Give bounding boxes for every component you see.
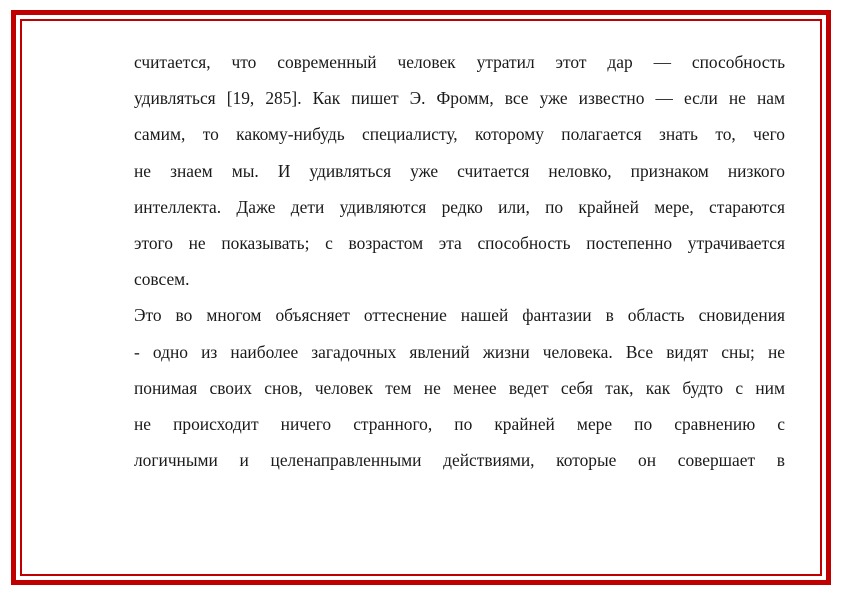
text-line: удивляться [19, 285]. Как пишет Э. Фромм, все уже известно — если не нам	[134, 88, 785, 109]
slide-text	[134, 44, 785, 478]
text-line: интеллекта. Даже дети удивляются редко или, по крайней мере, стараются	[134, 196, 785, 217]
text-line: считается, что современный человек утратил этот дар — способность	[134, 52, 785, 72]
text-line: этого не показывать; с возрастом эта способность постепенно утрачивается	[134, 232, 785, 253]
text-line: понимая своих снов, человек тем не менее ведет себя так, как будто с ним	[134, 377, 785, 398]
paragraph-1	[134, 44, 785, 297]
text-line: - одно из наиболее загадочных явлений жизни человека. Все видят сны; не	[134, 341, 785, 362]
text-line: самим, то какому-нибудь специалисту, которому полагается знать то, чего	[134, 124, 785, 145]
text-line: совсем.	[134, 269, 190, 290]
text-line: не происходит ничего странного, по крайней мере по сравнению с	[134, 413, 785, 434]
paragraph-2	[134, 297, 785, 478]
text-line: Это во многом объясняет оттеснение нашей фантазии в область сновидения	[134, 305, 785, 326]
text-line: логичными и целенаправленными действиями, которые он совершает в	[134, 450, 785, 471]
text-line: не знаем мы. И удивляться уже считается неловко, признаком низкого	[134, 160, 785, 181]
